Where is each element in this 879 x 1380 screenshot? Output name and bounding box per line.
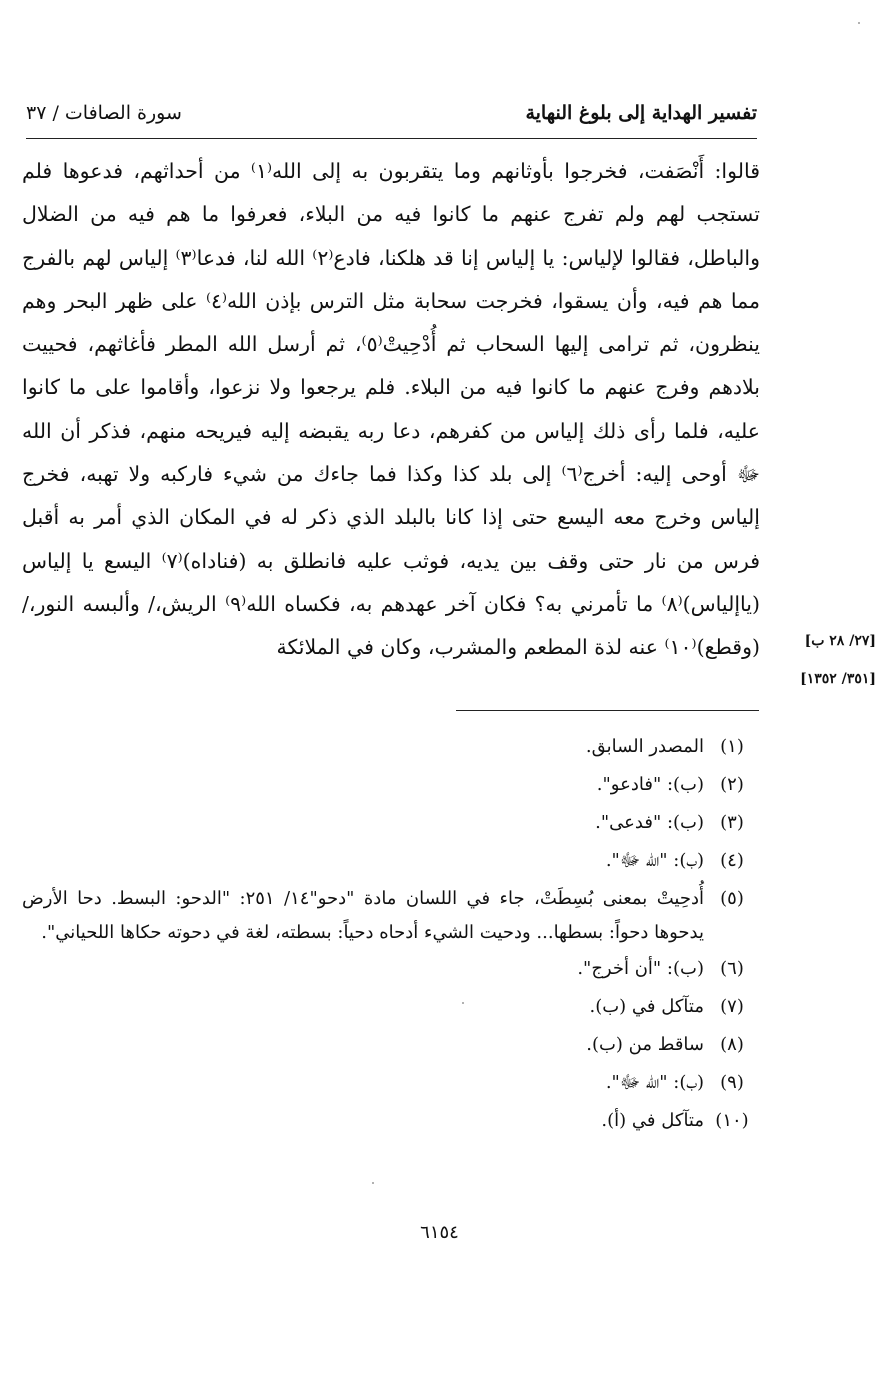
footnote-item bbox=[22, 1102, 760, 1140]
footnote-number: (٦) bbox=[720, 958, 744, 979]
footnote-number: (٢) bbox=[720, 774, 744, 795]
footnote-number: (٤) bbox=[720, 850, 744, 871]
footnote-number: (٩) bbox=[720, 1072, 744, 1093]
footnote-number: (٧) bbox=[720, 996, 744, 1017]
footnote-text: (ب): "أن أخرج". bbox=[577, 958, 704, 979]
margin-note: [٢٧/ ٢٨ ب] bbox=[804, 633, 876, 649]
margin-note: [٣٥١/ ١٣٥٢] bbox=[800, 671, 876, 687]
footnote-text: (ب): "الله ﷻ". bbox=[605, 850, 704, 871]
footnote-text: المصدر السابق. bbox=[585, 736, 704, 757]
footnote-number: (٥) bbox=[720, 888, 744, 909]
footnote-item bbox=[22, 842, 760, 880]
book-title: تفسير الهداية إلى بلوغ النهاية bbox=[525, 102, 757, 124]
main-text bbox=[22, 150, 760, 670]
scan-speck bbox=[462, 1002, 464, 1004]
margin-notes bbox=[768, 622, 876, 698]
footnote-text: ساقط من (ب). bbox=[586, 1034, 704, 1055]
footnote-text: (ب): "فدعى". bbox=[595, 812, 704, 833]
footnote-item bbox=[22, 728, 760, 766]
surah-page-label: سورة الصافات / ٣٧ bbox=[26, 102, 182, 124]
footnote-text: (ب): "الله ﷻ". bbox=[605, 1072, 704, 1093]
running-header bbox=[26, 96, 757, 130]
footnote-number: (٣) bbox=[720, 812, 744, 833]
footnotes bbox=[22, 728, 760, 1140]
footnote-text: (ب): "فادعو". bbox=[596, 774, 704, 795]
footnote-text: متآكل في (أ). bbox=[601, 1110, 704, 1131]
footnote-number: (١) bbox=[720, 736, 744, 757]
page-number: ٦١٥٤ bbox=[420, 1222, 459, 1243]
footnote-text: متآكل في (ب). bbox=[589, 996, 704, 1017]
main-paragraph: قالوا: أَنْصَفت، فخرجوا بأوثانهم وما يتقربون به إلى الله⁽١⁾ من أحداثهم، فدعوها فلم تستجب لهم ولم تفرج عنهم ما كانوا فيه من البلاء، فعرفوا ما هم فيه من الضلال والباطل، فقالوا لإلياس: يا إلياس إنا قد هلكنا، فادع⁽٢⁾ الله لنا، فدعا⁽٣⁾ إلياس لهم بالفرج مما هم فيه، وأن يسقوا، فخرجت سحابة مثل الترس بإذن الله⁽٤⁾ على ظهر البحر وهم ينظرون، ثم ترامى إليها السحاب ثم أُدْحِيتْ⁽٥⁾، ثم أرسل الله المطر فأغاثهم، فحييت بلادهم وفرج عنهم ما كانوا فيه من البلاء. فلم يرجعوا ولا نزعوا، وأقاموا على ما كانوا عليه، فلما رأى ذلك إلياس من كفرهم، دعا ربه يقبضه إليه فيريحه منهم، فذكر أن الله ﷻ أوحى إليه: أخرج⁽٦⁾ إلى بلد كذا وكذا فما جاءك من شيء فاركبه ولا تهبه، فخرج إلياس وخرج معه اليسع حتى إذا كانا بالبلد الذي ذكر له في المكان الذي أمر به أقبل فرس من نار حتى وقف بين يديه، فوثب عليه فانطلق به (فناداه)⁽٧⁾ اليسع يا إلياس (ياإلياس)⁽٨⁾ ما تأمرني به؟ فكان آخر عهدهم به، فكساه الله⁽٩⁾ الريش،/ وألبسه النور،/ (وقطع)⁽١٠⁾ عنه لذة المطعم والمشرب، وكان في الملائكة bbox=[22, 159, 761, 660]
footnote-divider bbox=[456, 710, 759, 711]
header-divider bbox=[26, 138, 757, 139]
footnote-item bbox=[22, 988, 760, 1026]
footnote-item bbox=[22, 1026, 760, 1064]
footnote-item bbox=[22, 804, 760, 842]
footnote-item bbox=[22, 1064, 760, 1102]
scan-speck bbox=[372, 1182, 374, 1184]
footnote-item bbox=[22, 766, 760, 804]
footnote-text: أُدحِيتْ بمعنى بُسِطَتْ، جاء في اللسان مادة "دحو"١٤/ ٢٥١: "الدحو: البسط. دحا الأرض يدحوها دحواً: بسطها... ودحيت الشيء أدحاه دحياً: بسطته، لغة في دحوته حكاها اللحياني". bbox=[22, 888, 704, 943]
footnote-number: (١٠) bbox=[715, 1110, 749, 1131]
footnote-number: (٨) bbox=[720, 1034, 744, 1055]
scan-speck bbox=[858, 22, 860, 24]
footnote-item bbox=[22, 950, 760, 988]
footnote-item bbox=[22, 880, 760, 950]
